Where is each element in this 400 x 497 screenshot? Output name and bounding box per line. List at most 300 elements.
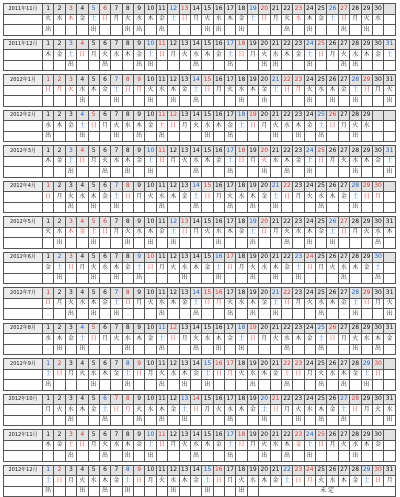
day-number-cell: 23 (293, 75, 304, 86)
day-number-cell: 3 (65, 465, 76, 476)
weekday-cell: 日 (281, 192, 292, 203)
duty-cell (338, 96, 349, 107)
duty-cell (384, 238, 396, 249)
weekday-cell: 日 (179, 227, 190, 238)
weekday-cell: 月 (179, 334, 190, 345)
weekday-cell: 日 (361, 192, 372, 203)
weekday-cell: 木 (350, 263, 361, 274)
day-number-cell: 14 (190, 146, 201, 157)
duty-cell: 出 (372, 273, 383, 284)
duty-cell (111, 380, 122, 391)
duty-cell (156, 96, 167, 107)
weekday-cell: 月 (247, 440, 258, 451)
weekday-cell: 火 (259, 50, 270, 61)
weekday-cell: 木 (270, 263, 281, 274)
weekday-cell: 土 (225, 50, 236, 61)
weekday-cell: 金 (304, 334, 315, 345)
day-number-cell: 20 (259, 181, 270, 192)
day-number-cell: 23 (293, 110, 304, 121)
duty-cell (225, 486, 236, 497)
month-label-spacer (4, 344, 43, 355)
duty-cell (77, 273, 88, 284)
weekday-cell: 木 (316, 405, 327, 416)
duty-cell (190, 238, 201, 249)
day-number-cell: 15 (202, 110, 213, 121)
weekday-cell: 日 (156, 50, 167, 61)
duty-cell: 出 (304, 60, 315, 71)
duty-cell: 出 (247, 380, 258, 391)
weekday-cell: 日 (88, 121, 99, 132)
weekday-cell: 金 (145, 334, 156, 345)
duty-cell: 出 (65, 167, 76, 178)
duty-cell (77, 309, 88, 320)
duty-cell (281, 415, 292, 426)
day-number-cell: 16 (213, 288, 224, 299)
weekday-cell: 火 (111, 121, 122, 132)
duty-cell: 出 (384, 167, 396, 178)
weekday-cell: 月 (88, 50, 99, 61)
duty-cell (384, 344, 396, 355)
day-number-cell: 11 (156, 39, 167, 50)
day-number-cell: 2 (54, 181, 65, 192)
weekday-cell: 日 (338, 14, 349, 25)
day-number-cell: 3 (65, 252, 76, 263)
day-number-cell: 29 (361, 146, 372, 157)
month-day-row (4, 181, 396, 192)
duty-cell: 出 (372, 344, 383, 355)
weekday-cell: 火 (372, 405, 383, 416)
month-label-spacer (4, 298, 43, 309)
weekday-cell: 土 (350, 298, 361, 309)
duty-cell (190, 131, 201, 142)
day-number-cell: 11 (156, 359, 167, 370)
day-number-cell: 3 (65, 75, 76, 86)
weekday-cell: 木 (134, 334, 145, 345)
day-number-cell: 10 (145, 110, 156, 121)
duty-cell (145, 486, 156, 497)
duty-cell: 出 (350, 202, 361, 213)
weekday-cell: 土 (122, 476, 133, 487)
day-number-cell: 13 (179, 430, 190, 441)
duty-cell (168, 131, 179, 142)
duty-cell: 出 (361, 380, 372, 391)
weekday-cell: 土 (77, 334, 88, 345)
day-number-cell: 14 (190, 252, 201, 263)
day-number-cell: 26 (327, 217, 338, 228)
weekday-cell: 土 (270, 298, 281, 309)
weekday-cell: 月 (213, 85, 224, 96)
weekday-cell: 金 (99, 192, 110, 203)
duty-cell (122, 131, 133, 142)
duty-cell: 出 (225, 309, 236, 320)
duty-cell (168, 60, 179, 71)
weekday-cell: 土 (168, 14, 179, 25)
day-number-cell: 11 (156, 252, 167, 263)
weekday-cell: 金 (270, 476, 281, 487)
duty-cell (236, 309, 247, 320)
weekday-cell (384, 369, 396, 380)
duty-cell (168, 451, 179, 462)
day-number-cell: 9 (134, 430, 145, 441)
weekday-cell: 水 (281, 121, 292, 132)
weekday-cell: 土 (190, 192, 201, 203)
weekday-cell: 水 (190, 50, 201, 61)
day-number-cell: 6 (99, 217, 110, 228)
day-number-cell: 11 (156, 75, 167, 86)
day-number-cell: 1 (43, 146, 54, 157)
duty-cell: 出 (134, 25, 145, 36)
day-number-cell: 16 (213, 217, 224, 228)
duty-cell: 出 (293, 415, 304, 426)
weekday-cell: 土 (316, 334, 327, 345)
weekday-cell: 火 (145, 192, 156, 203)
duty-cell (327, 380, 338, 391)
duty-cell (54, 309, 65, 320)
weekday-cell: 火 (43, 14, 54, 25)
duty-cell (77, 167, 88, 178)
duty-cell (259, 238, 270, 249)
month-day-row (4, 394, 396, 405)
day-number-cell: 19 (247, 4, 258, 15)
pending-note: 未 定 (259, 486, 396, 497)
weekday-cell: 月 (111, 14, 122, 25)
weekday-cell: 木 (384, 227, 396, 238)
day-number-cell: 23 (293, 288, 304, 299)
day-number-cell: 1 (43, 465, 54, 476)
duty-cell (304, 131, 315, 142)
weekday-cell: 火 (145, 298, 156, 309)
weekday-cell: 日 (225, 263, 236, 274)
weekday-cell: 日 (213, 369, 224, 380)
weekday-cell: 金 (247, 405, 258, 416)
duty-cell: 出 (99, 486, 110, 497)
day-number-cell: 27 (338, 110, 349, 121)
weekday-cell: 金 (236, 14, 247, 25)
day-number-cell: 16 (213, 323, 224, 334)
duty-cell (202, 96, 213, 107)
day-number-cell: 3 (65, 181, 76, 192)
day-number-cell: 8 (122, 465, 133, 476)
weekday-cell: 日 (43, 192, 54, 203)
duty-cell (270, 380, 281, 391)
weekday-cell: 水 (77, 85, 88, 96)
weekday-cell: 金 (304, 121, 315, 132)
weekday-cell: 火 (384, 85, 396, 96)
duty-cell (361, 344, 372, 355)
duty-cell (88, 60, 99, 71)
day-number-cell: 18 (236, 181, 247, 192)
day-number-cell: 31 (384, 39, 396, 50)
duty-cell: 出 (259, 60, 270, 71)
weekday-cell: 火 (270, 121, 281, 132)
day-number-cell: 22 (281, 110, 292, 121)
weekday-cell: 日 (247, 334, 258, 345)
day-number-cell: 26 (327, 465, 338, 476)
duty-cell: 出 (134, 273, 145, 284)
duty-cell (202, 415, 213, 426)
day-number-cell: 1 (43, 181, 54, 192)
duty-cell (134, 486, 145, 497)
month-label: 2011年11月 (4, 4, 43, 15)
duty-cell (156, 238, 167, 249)
day-number-cell: 23 (293, 146, 304, 157)
weekday-cell: 月 (293, 85, 304, 96)
duty-cell (54, 202, 65, 213)
day-number-cell: 4 (77, 146, 88, 157)
day-number-cell: 19 (247, 430, 258, 441)
day-number-cell: 24 (304, 465, 315, 476)
day-number-cell: 21 (270, 394, 281, 405)
day-number-cell: 24 (304, 359, 315, 370)
day-number-cell: 22 (281, 181, 292, 192)
weekday-cell: 金 (99, 298, 110, 309)
weekday-cell: 木 (281, 440, 292, 451)
weekday-cell: 火 (225, 192, 236, 203)
weekday-cell: 火 (134, 405, 145, 416)
duty-cell (168, 273, 179, 284)
duty-cell (372, 309, 383, 320)
month-weekday-row (4, 192, 396, 203)
day-number-cell: 2 (54, 430, 65, 441)
weekday-cell: 火 (122, 227, 133, 238)
day-number-cell: 8 (122, 181, 133, 192)
weekday-cell: 月 (156, 263, 167, 274)
duty-cell: 出 (281, 451, 292, 462)
day-number-cell: 22 (281, 146, 292, 157)
weekday-cell: 火 (156, 476, 167, 487)
weekday-cell: 木 (247, 298, 258, 309)
weekday-cell: 月 (88, 440, 99, 451)
month-label-spacer (4, 227, 43, 238)
weekday-cell: 土 (361, 476, 372, 487)
duty-cell (43, 344, 54, 355)
month-label: 2012年6月 (4, 252, 43, 263)
weekday-cell: 日 (316, 50, 327, 61)
day-number-cell: 21 (270, 146, 281, 157)
weekday-cell: 土 (145, 50, 156, 61)
month-label-spacer (4, 25, 43, 36)
duty-cell (168, 380, 179, 391)
day-number-cell: 16 (213, 430, 224, 441)
duty-cell (190, 486, 201, 497)
weekday-cell: 木 (145, 227, 156, 238)
weekday-cell (384, 192, 396, 203)
weekday-cell: 水 (281, 334, 292, 345)
weekday-cell: 日 (202, 192, 213, 203)
weekday-cell: 火 (304, 192, 315, 203)
duty-cell (338, 451, 349, 462)
weekday-cell: 木 (213, 334, 224, 345)
weekday-cell: 土 (327, 227, 338, 238)
duty-cell (316, 238, 327, 249)
day-number-cell: 8 (122, 4, 133, 15)
duty-cell: 出 (293, 131, 304, 142)
weekday-cell: 月 (270, 14, 281, 25)
duty-cell (213, 60, 224, 71)
day-number-cell: 25 (316, 75, 327, 86)
duty-cell: 出 (77, 344, 88, 355)
day-number-cell: 25 (316, 359, 327, 370)
weekday-cell: 金 (225, 121, 236, 132)
day-number-cell: 20 (259, 465, 270, 476)
month-label: 2012年1月 (4, 75, 43, 86)
duty-cell: 出 (111, 202, 122, 213)
duty-cell (99, 25, 110, 36)
weekday-cell: 木 (372, 334, 383, 345)
duty-cell (361, 202, 372, 213)
duty-cell: 出 (54, 344, 65, 355)
day-number-cell: 13 (179, 75, 190, 86)
duty-cell (213, 415, 224, 426)
weekday-cell: 月 (236, 263, 247, 274)
duty-cell (134, 344, 145, 355)
weekday-cell: 木 (65, 14, 76, 25)
day-number-cell: 21 (270, 4, 281, 15)
weekday-cell: 日 (327, 121, 338, 132)
weekday-cell: 金 (179, 85, 190, 96)
duty-cell (236, 202, 247, 213)
duty-cell: 出 (327, 96, 338, 107)
day-number-cell: 19 (247, 252, 258, 263)
day-number-cell: 7 (111, 39, 122, 50)
day-number-cell: 24 (304, 4, 315, 15)
day-number-cell: 14 (190, 288, 201, 299)
weekday-cell: 水 (350, 440, 361, 451)
day-number-cell: 12 (168, 75, 179, 86)
day-number-cell: 26 (327, 110, 338, 121)
duty-cell (168, 415, 179, 426)
weekday-cell: 水 (65, 405, 76, 416)
weekday-cell: 土 (350, 192, 361, 203)
duty-cell (111, 415, 122, 426)
day-number-cell: 8 (122, 75, 133, 86)
duty-cell (316, 25, 327, 36)
day-number-cell: 26 (327, 39, 338, 50)
day-number-cell: 26 (327, 252, 338, 263)
duty-cell: 出 (122, 25, 133, 36)
day-number-cell: 20 (259, 430, 270, 441)
day-number-cell: 29 (361, 4, 372, 15)
month-weekday-row (4, 440, 396, 451)
day-number-cell: 22 (281, 217, 292, 228)
month-label-spacer (4, 14, 43, 25)
weekday-cell: 水 (111, 440, 122, 451)
duty-cell: 出 (122, 167, 133, 178)
duty-cell (372, 451, 383, 462)
day-number-cell: 7 (111, 181, 122, 192)
month-weekday-row (4, 298, 396, 309)
duty-cell (236, 60, 247, 71)
day-number-cell: 17 (225, 75, 236, 86)
duty-cell (372, 380, 383, 391)
day-number-cell: 3 (65, 323, 76, 334)
day-number-cell: 11 (156, 430, 167, 441)
weekday-cell: 水 (122, 334, 133, 345)
weekday-cell: 木 (88, 85, 99, 96)
weekday-cell: 木 (259, 369, 270, 380)
duty-cell: 出 (190, 96, 201, 107)
duty-cell (384, 273, 396, 284)
day-number-cell: 14 (190, 217, 201, 228)
weekday-cell: 日 (134, 369, 145, 380)
weekday-cell: 日 (54, 369, 65, 380)
weekday-cell: 水 (225, 405, 236, 416)
duty-cell (247, 25, 258, 36)
duty-cell (372, 167, 383, 178)
weekday-cell: 月 (145, 476, 156, 487)
month-day-row (4, 288, 396, 299)
duty-cell: 出 (247, 238, 258, 249)
duty-cell (156, 60, 167, 71)
day-number-cell: 12 (168, 110, 179, 121)
day-number-cell: 10 (145, 75, 156, 86)
duty-cell (190, 273, 201, 284)
weekday-cell: 金 (372, 156, 383, 167)
duty-cell (54, 96, 65, 107)
day-number-cell: 13 (179, 181, 190, 192)
weekday-cell: 木 (43, 156, 54, 167)
duty-cell (225, 238, 236, 249)
day-number-cell: 15 (202, 181, 213, 192)
duty-cell: 出 (54, 238, 65, 249)
weekday-cell: 木 (213, 121, 224, 132)
weekday-cell: 金 (259, 298, 270, 309)
day-number-cell: 28 (350, 252, 361, 263)
month-label-spacer (4, 50, 43, 61)
day-number-cell: 6 (99, 146, 110, 157)
duty-cell (259, 273, 270, 284)
day-number-cell: 12 (168, 181, 179, 192)
duty-cell: 出 (88, 273, 99, 284)
day-number-cell: 26 (327, 394, 338, 405)
day-number-cell: 5 (88, 288, 99, 299)
duty-cell (99, 273, 110, 284)
weekday-cell: 火 (338, 50, 349, 61)
weekday-cell: 金 (372, 50, 383, 61)
weekday-cell: 月 (304, 369, 315, 380)
weekday-cell: 月 (225, 369, 236, 380)
day-number-cell: 2 (54, 39, 65, 50)
duty-cell (43, 60, 54, 71)
day-number-cell: 12 (168, 465, 179, 476)
day-number-cell: 15 (202, 288, 213, 299)
weekday-cell: 木 (247, 192, 258, 203)
duty-cell (145, 273, 156, 284)
day-number-cell: 8 (122, 288, 133, 299)
day-number-cell: 19 (247, 323, 258, 334)
day-number-cell: 1 (43, 394, 54, 405)
weekday-cell: 水 (372, 227, 383, 238)
duty-cell (304, 344, 315, 355)
duty-cell (99, 309, 110, 320)
day-number-cell: 29 (361, 252, 372, 263)
month-weekday-row (4, 156, 396, 167)
duty-cell (350, 238, 361, 249)
weekday-cell: 土 (247, 14, 258, 25)
duty-cell (350, 415, 361, 426)
month-label-spacer (4, 60, 43, 71)
day-number-cell: 9 (134, 217, 145, 228)
duty-cell: 出 (43, 25, 54, 36)
duty-cell: 出 (338, 60, 349, 71)
day-number-cell: 10 (145, 217, 156, 228)
weekday-cell: 金 (338, 85, 349, 96)
weekday-cell: 火 (361, 227, 372, 238)
weekday-cell: 木 (156, 405, 167, 416)
duty-cell (145, 309, 156, 320)
day-number-cell: 31 (384, 146, 396, 157)
day-number-cell: 27 (338, 217, 349, 228)
